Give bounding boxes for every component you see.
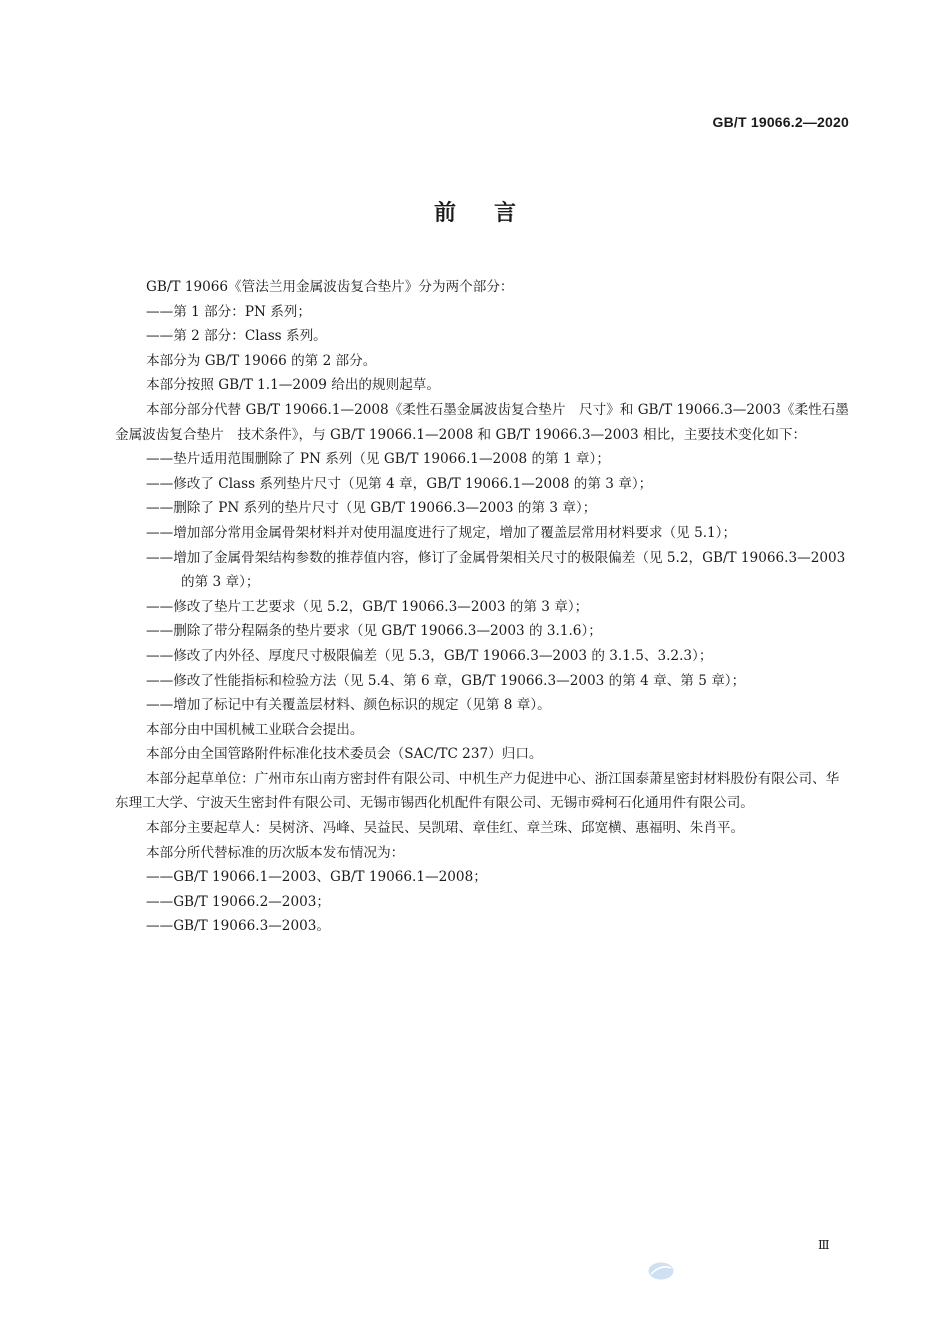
list-item: ——修改了性能指标和检验方法（见 5.4、第 6 章，GB/T 19066.3—2003 的第 4 章、第 5 章）； <box>146 672 746 689</box>
paragraph: 本部分为 GB/T 19066 的第 2 部分。 <box>146 352 377 369</box>
paragraph: 本部分部分代替 GB/T 19066.1—2008《柔性石墨金属波齿复合垫片 尺寸》和 GB/T 19066.3—2003《柔性石墨金属波齿复合垫片 技术条件》，与 GB/T 19066.1—2008 和 GB/T 19066.3—2003 相比，主要技术变化如下： <box>115 401 849 443</box>
list-item: ——删除了 PN 系列的垫片尺寸（见 GB/T 19066.3—2003 的第 3 章）； <box>146 500 597 517</box>
paragraph: 本部分主要起草人：吴树济、冯峰、吴益民、吴凯珺、章佳红、章兰珠、邱宽横、惠福明、朱肖平。 <box>146 820 745 837</box>
list-item: ——修改了垫片工艺要求（见 5.2，GB/T 19066.3—2003 的第 3 章）； <box>146 598 589 615</box>
paragraph: 本部分由中国机械工业联合会提出。 <box>146 721 364 738</box>
list-item: ——GB/T 19066.3—2003。 <box>146 918 331 935</box>
sac-logo-icon <box>648 1262 674 1280</box>
standard-code: GB/T 19066.2—2020 <box>712 114 849 130</box>
list-item: ——第 1 部分：PN 系列； <box>146 303 311 320</box>
page-title: 前言 <box>433 201 554 226</box>
paragraph: GB/T 19066《管法兰用金属波齿复合垫片》分为两个部分： <box>146 279 514 295</box>
list-item: ——修改了内外径、厚度尺寸极限偏差（见 5.3，GB/T 19066.3—2003 的 3.1.5、3.2.3）； <box>146 647 713 664</box>
list-item: ——增加了标记中有关覆盖层材料、颜色标识的规定（见第 8 章）。 <box>146 697 551 714</box>
page-number: Ⅲ <box>818 1238 830 1252</box>
list-item: ——GB/T 19066.1—2003、GB/T 19066.1—2008； <box>146 869 487 886</box>
preface-body <box>115 275 852 939</box>
paragraph: 本部分由全国管路附件标准化技术委员会（SAC/TC 237）归口。 <box>146 746 543 763</box>
paragraph: 本部分按照 GB/T 1.1—2009 给出的规则起草。 <box>146 377 440 394</box>
list-item: ——删除了带分程隔条的垫片要求（见 GB/T 19066.3—2003 的 3.1.6）； <box>146 623 602 640</box>
paragraph: 本部分所代替标准的历次版本发布情况为： <box>146 844 405 861</box>
list-item: ——修改了 Class 系列垫片尺寸（见第 4 章，GB/T 19066.1—2008 的第 3 章）； <box>146 475 653 492</box>
list-item: ——增加部分常用金属骨架材料并对使用温度进行了规定，增加了覆盖层常用材料要求（见 5.1）； <box>146 524 737 541</box>
list-item: ——增加了金属骨架结构参数的推荐值内容，修订了金属骨架相关尺寸的极限偏差（见 5.2，GB/T 19066.3—2003 的第 3 章）； <box>146 549 846 591</box>
list-item: ——垫片适用范围删除了 PN 系列（见 GB/T 19066.1—2008 的第 1 章）； <box>146 451 610 468</box>
paragraph: 本部分起草单位：广州市东山南方密封件有限公司、中机生产力促进中心、浙江国泰萧星密封材料股份有限公司、华东理工大学、宁波天生密封件有限公司、无锡市锡西化机配件有限公司、无锡市舜柯石化通用件有限公司。 <box>115 770 840 812</box>
list-item: ——GB/T 19066.2—2003； <box>146 893 331 910</box>
list-item: ——第 2 部分：Class 系列。 <box>146 328 327 345</box>
